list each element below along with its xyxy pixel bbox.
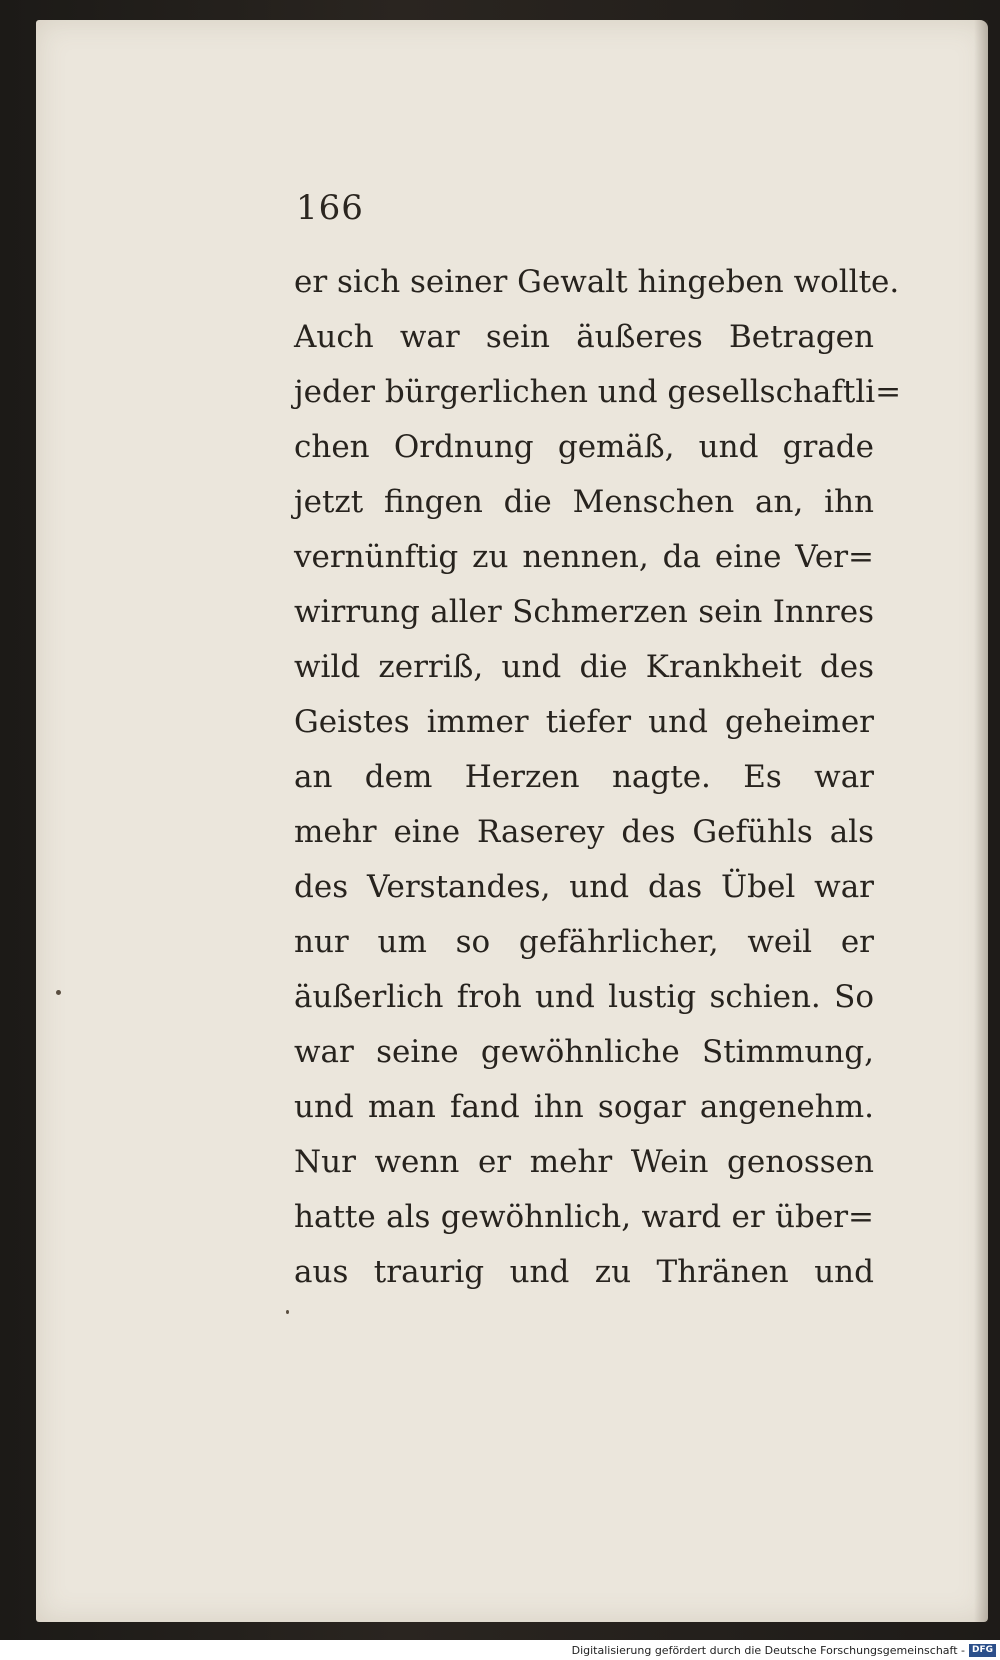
dfg-logo-icon: DFG (969, 1644, 996, 1657)
text-line: mehr eine Raserey des Gefühls als (294, 814, 874, 850)
text-line: nur um so gefährlicher, weil er (294, 924, 874, 960)
credit-text: Digitalisierung gefördert durch die Deutsche Forschungsgemeinschaft - (571, 1643, 965, 1657)
text-line: aus traurig und zu Thränen und (294, 1254, 874, 1290)
body-text (294, 255, 902, 1300)
text-line: Geistes immer tiefer und geheimer (294, 704, 874, 740)
text-line: des Verstandes, und das Übel war (294, 869, 874, 905)
text-line: äußerlich froh und lustig schien. So (294, 979, 874, 1015)
text-line: wild zerriß, und die Krankheit des (294, 649, 874, 685)
text-line: Auch war sein äußeres Betragen (294, 319, 874, 355)
page-edge-shadow (974, 20, 988, 1622)
text-line: an dem Herzen nagte. Es war (294, 759, 874, 795)
book-page (36, 20, 988, 1622)
text-line: war seine gewöhnliche Stimmung, (294, 1034, 874, 1070)
text-line: chen Ordnung gemäß, und grade (294, 429, 874, 465)
text-line: und man fand ihn sogar angenehm. (294, 1089, 874, 1125)
text-line: Nur wenn er mehr Wein genossen (294, 1144, 874, 1180)
text-line: hatte als gewöhnlich, ward er über= (294, 1199, 874, 1235)
paper-speck (286, 1310, 289, 1314)
text-line: jetzt fingen die Menschen an, ihn (294, 484, 874, 520)
text-line: vernünftig zu nennen, da eine Ver= (294, 539, 874, 575)
paper-speck (56, 990, 61, 995)
digitization-credit (0, 1640, 1000, 1659)
text-line: jeder bürgerlichen und gesellschaftli= (294, 374, 902, 410)
text-line: er sich seiner Gewalt hingeben wollte. (294, 264, 900, 300)
page-number: 166 (296, 188, 364, 228)
text-line: wirrung aller Schmerzen sein Innres (294, 594, 874, 630)
